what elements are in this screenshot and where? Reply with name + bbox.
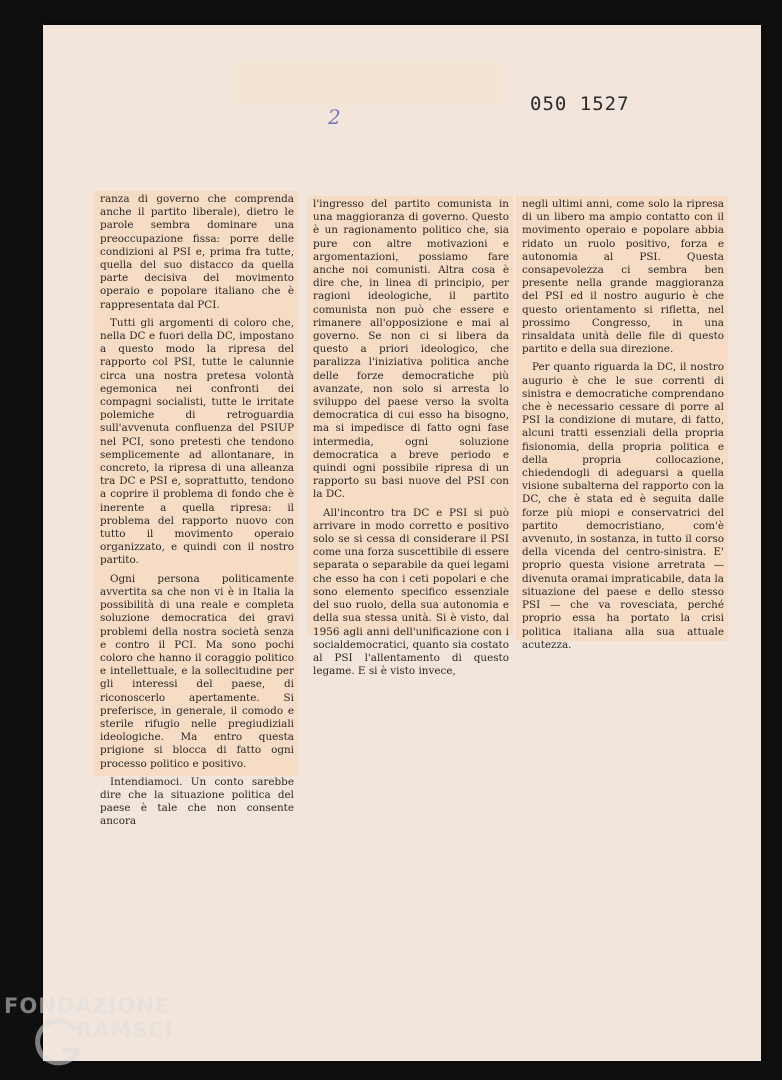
column-1-paragraph: Tutti gli argomenti di coloro che, nella DC e fuori della DC, impostano a questo modo la ripresa del rapporto col PSI, tutte le calunnie circa una nostra pretesa volontà egemonica nei confronti dei compagni socialisti, tutte le irritate polemiche di retroguardia sull'avvenuta confluenza del PSIUP nel PCI, sono pretesti che tendono semplicemente ad allontanare, in concreto, la ripresa di una alleanza tra DC e PSI e, soprattutto, tendono a coprire il problema di fondo che è inerente a quella ripresa: il problema del rapporto nuovo con tutto il movimento operaio organizzato, e quindi con il nostro partito. [100, 316, 294, 567]
watermark-subtitle: RAMSCI [76, 1018, 174, 1042]
watermark-title: FONDAZIONE [4, 994, 171, 1018]
column-1-paragraph: Intendiamoci. Un conto sarebbe dire che la situazione politica del paese è tale che non consente ancora [100, 775, 294, 828]
column-1-paragraph: ranza di governo che comprenda anche il partito liberale), dietro le parole sembra dominare una preoccupazione fissa: porre delle condizioni al PSI e, prima fra tutte, quella del suo distacco da quella parte decisiva del movimento operaio e popolare italiano che è rappresentata dal PCI. [100, 193, 294, 311]
column-2-paragraph: All'incontro tra DC e PSI si può arrivare in modo corretto e positivo solo se si cessa di considerare il PSI come una forza suscettibile di essere separata o separabile da quei legami che esso ha con i ceti popolari e che sono elemento specifico essenziale del suo ruolo, della sua autonomia e della sua stessa unità. Si è visto, dal 1956 agli anni dell'unificazione con i socialdemocratici, quanto sia costato al PSI l'allentamento di questo legame. E si è visto invece, [313, 506, 509, 678]
archive-number: 050 1527 [530, 93, 630, 115]
column-1-paragraph: Ogni persona politicamente avvertita sa che non vi è in Italia la possibilità di una reale e completa soluzione democratica dei gravi problemi della nostra società senza e contro il PCI. Ma sono pochi coloro che hanno il coraggio politico e intellettuale, e la sollecitudine per gli interessi del paese, di riconoscerlo apertamente. Si preferisce, in generale, il comodo e sterile rifugio nelle pregiudiziali ideologiche. Ma entro questa prigione si blocca di fatto ogni processo politico e positivo. [100, 572, 294, 770]
column-3-paragraph: Per quanto riguarda la DC, il nostro augurio è che le sue correnti di sinistra e democratiche comprendano che è necessario cessare di porre al PSI la condizione di mutare, di fatto, alcuni tratti essenziali della propria fisionomia, della propria politica e della propria collocazione, chiedendogli di adeguarsi a quella visione subalterna del rapporto con la DC, che è stata ed è seguita dalle forze più miopi e conservatrici del partito democristiano, com'è avvenuto, in sostanza, in tutto il corso della vicenda del centro-sinistra. E' proprio questa visione arretrata — divenuta oramai impraticabile, data la situazione del paese e dello stesso PSI — che va rovesciata, perché proprio essa ha portato la crisi politica italiana alla sua attuale acutezza. [522, 361, 724, 651]
column-3-paragraph: negli ultimi anni, come solo la ripresa di un libero ma ampio contatto con il movimento operaio e popolare abbia ridato un ruolo positivo, forza e autonomia al PSI. Questa consapevolezza ci sembra ben presente nella grande maggioranza del PSI ed il nostro augurio è che questo orientamento si rifletta, nel prossimo Congresso, in una rinsaldata unità delle file di questo partito e della sua direzione. [522, 198, 724, 356]
article-column-1 [94, 191, 298, 828]
page-number: 2 [328, 105, 341, 129]
paper-stain [233, 61, 503, 105]
article-column-2 [307, 196, 513, 678]
column-2-paragraph: l'ingresso del partito comunista in una maggioranza di governo. Questo è un ragionamento politico che, sia pure con altre motivazioni e argomentazioni, possiamo fare anche noi comunisti. Altra cosa è dire che, in linea di principio, per ragioni ideologiche, il partito comunista non può che essere e rimanere all'opposizione e mai al governo. Se non ci si libera da questo a priori ideologico, che paralizza l'iniziativa politica anche delle forze democratiche più avanzate, non solo si arresta lo sviluppo del paese verso la svolta democratica di cui esso ha bisogno, ma si impedisce di fatto ogni fase intermedia, ogni soluzione democratica a breve periodo e quindi ogni possibile ripresa di un rapporto su basi nuove del PSI con la DC. [313, 198, 509, 501]
article-column-3 [516, 196, 728, 651]
fondazione-gramsci-watermark [0, 992, 200, 1072]
